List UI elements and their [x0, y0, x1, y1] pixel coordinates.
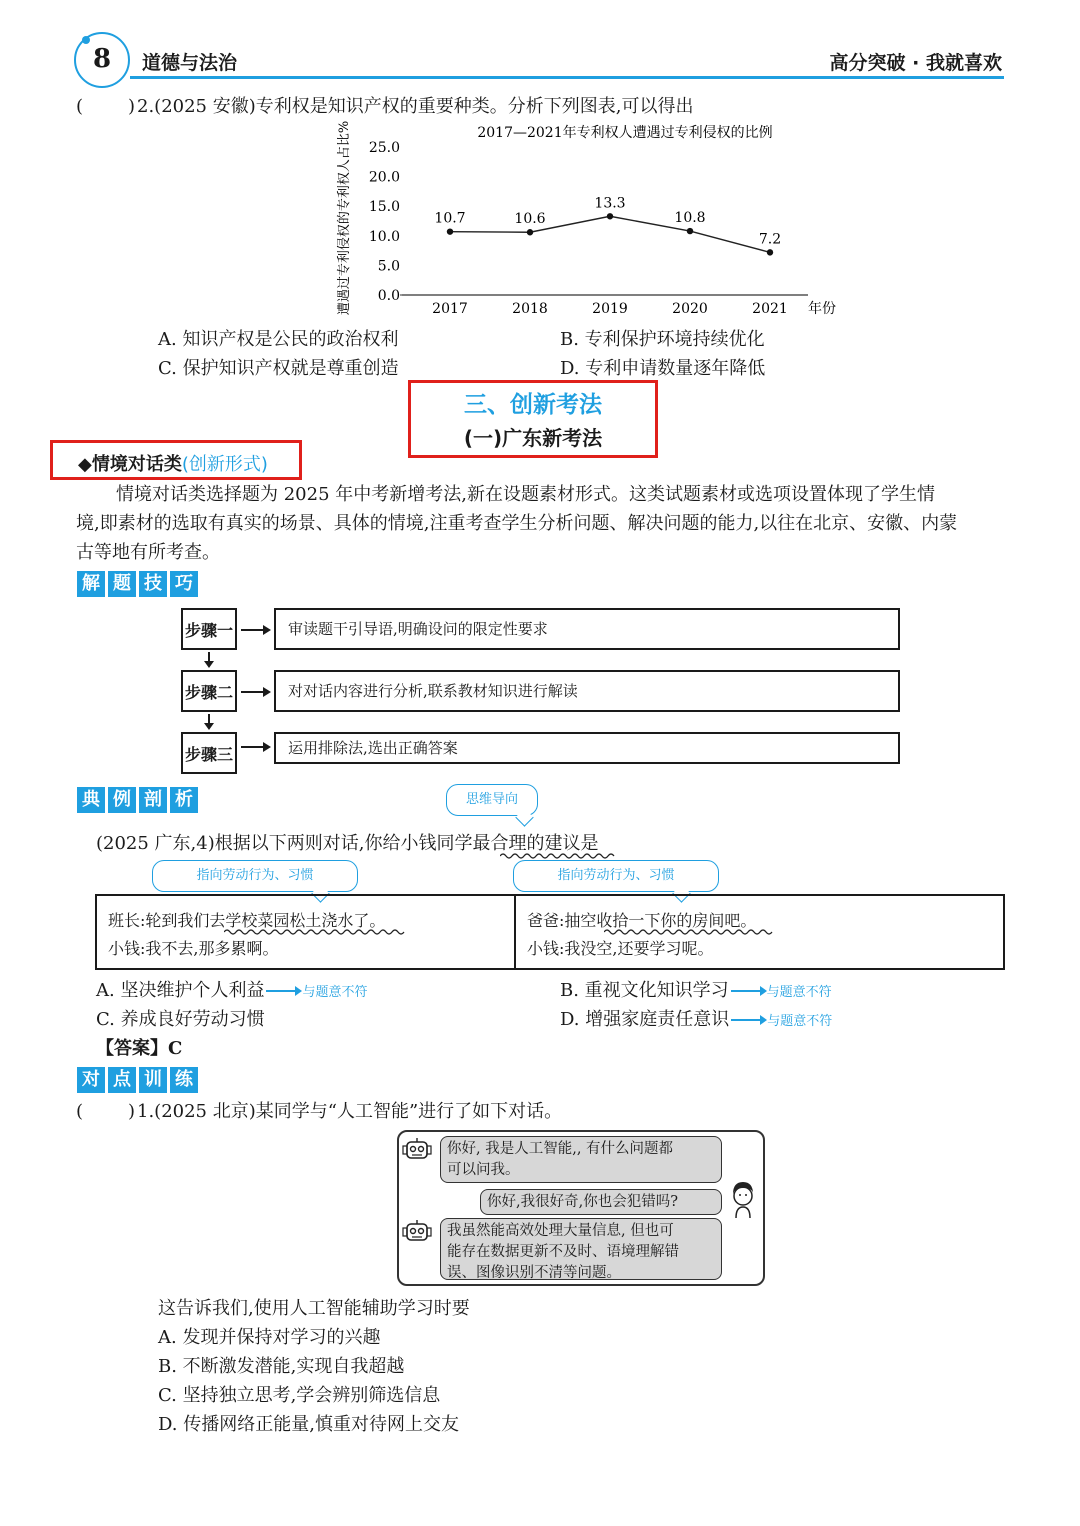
intro-line-3: 古等地有所考查。: [76, 542, 220, 563]
dialogue-divider: [514, 894, 516, 970]
banner-example-char: 析: [170, 787, 198, 813]
ai-bubble-2-line-2: 能存在数据更新不及时、语境理解错: [447, 1244, 679, 1260]
chart-x-tick-label: 2021: [752, 301, 788, 317]
q2-paren-close: ): [128, 96, 136, 117]
header-slogan: 高分突破 · 我就喜欢: [829, 52, 1002, 74]
intro-line-1: 情境对话类选择题为 2025 年中考新增考法,新在设题素材形式。这类试题素材或选项设置体现了学生情: [116, 484, 935, 505]
chart-data-label: 10.7: [434, 210, 466, 227]
ai-bubble-1-line-2: 可以问我。: [447, 1162, 520, 1178]
dialogue-right-line-2: 小钱:我没空,还要学习呢。: [527, 939, 714, 958]
banner-tips-char: 解: [77, 571, 105, 597]
step-1-text: 审读题干引导语,明确设问的限定性要求: [274, 608, 900, 650]
step-2-arrow: [241, 691, 269, 693]
banner-example-char: 例: [108, 787, 136, 813]
banner-example-char: 典: [77, 787, 105, 813]
header-rule: [130, 76, 1004, 79]
ai-bubble-2-line-3: 误、图像识别不清等问题。: [447, 1265, 621, 1281]
example-option-c[interactable]: C. 养成良好劳动习惯: [96, 1009, 265, 1030]
left-callout: 指向劳动行为、习惯: [152, 860, 358, 892]
q2-paren-open: (: [76, 96, 84, 117]
step-3-label: 步骤三: [181, 732, 237, 774]
intro-line-2: 境,即素材的选取有真实的场景、具体的情境,注重考查学生分析问题、解决问题的能力,以往在北京、安徽、内蒙: [76, 513, 958, 534]
thinking-callout: 思维导向: [446, 784, 538, 816]
example-option-d[interactable]: [560, 1005, 832, 1036]
example-answer: 【答案】C: [96, 1038, 183, 1059]
chart-x-tick-label: 2017: [432, 301, 468, 317]
step-1-down-arrow: [208, 652, 210, 666]
step-3-text: 运用排除法,选出正确答案: [274, 732, 900, 764]
q1-prompt: 这告诉我们,使用人工智能辅助学习时要: [158, 1298, 470, 1319]
step-1-label: 步骤一: [181, 608, 237, 650]
chart-title: 2017—2021年专利权人遭遇过专利侵权的比例: [477, 125, 773, 141]
chart-data-label: 7.2: [758, 231, 782, 248]
ai-bubble-2: [440, 1218, 722, 1280]
step-3-arrow: [241, 746, 269, 748]
example-stem-text: (2025 广东,4)根据以下两则对话,你给小钱同学最合理的建议是: [96, 833, 599, 854]
banner-tips-char: 技: [139, 571, 167, 597]
q1-paren-close: ): [128, 1101, 136, 1122]
robot-icon: [401, 1136, 433, 1166]
left-wavy-underline: [224, 928, 410, 936]
ai-bubble-1-line-1: 你好, 我是人工智能,, 有什么问题都: [447, 1141, 674, 1157]
chart-x-tick-label: 2020: [672, 301, 708, 317]
banner-tips: [77, 571, 198, 597]
step-2-down-arrow: [208, 714, 210, 728]
ai-bubble-1: [440, 1136, 722, 1183]
q2-option-b[interactable]: B. 专利保护环境持续优化: [560, 329, 765, 350]
example-option-b[interactable]: [560, 976, 832, 1007]
step-2-text: 对对话内容进行分析,联系教材知识进行解读: [274, 670, 900, 712]
chart-data-label: 13.3: [594, 195, 626, 212]
banner-practice: [77, 1067, 198, 1093]
example-option-a-text: A. 坚决维护个人利益: [96, 980, 265, 1001]
chart-data-label: 10.6: [514, 211, 546, 228]
arrow-icon: [731, 990, 765, 992]
banner-tips-char: 题: [108, 571, 136, 597]
option-a-note: 与题意不符: [302, 985, 368, 1000]
section-subtitle: (一)广东新考法: [463, 426, 603, 450]
banner-example: [77, 787, 198, 813]
arrow-icon: [731, 1019, 765, 1021]
ai-bubble-2-line-1: 我虽然能高效处理大量信息, 但也可: [447, 1223, 674, 1239]
chart-data-point: [607, 213, 613, 219]
chart-series-line: [450, 216, 770, 252]
chart-y-tick-label: 10.0: [368, 228, 400, 245]
q1-option-a[interactable]: A. 发现并保持对学习的兴趣: [158, 1327, 381, 1348]
dialogue-left-line-2: 小钱:我不去,那多累啊。: [108, 939, 279, 958]
q1-stem: 1.(2025 北京)某同学与“人工智能”进行了如下对话。: [137, 1101, 563, 1122]
right-wavy-underline: [604, 928, 774, 936]
q2-option-c[interactable]: C. 保护知识产权就是尊重创造: [158, 358, 399, 379]
step-1-arrow: [241, 629, 269, 631]
chart-y-tick-label: 0.0: [377, 288, 400, 304]
example-option-b-text: B. 重视文化知识学习: [560, 980, 729, 1001]
q1-option-d[interactable]: D. 传播网络正能量,慎重对待网上交友: [158, 1414, 459, 1435]
chart-data-point: [687, 228, 693, 234]
option-d-note: 与题意不符: [767, 1014, 833, 1029]
q1-option-b[interactable]: B. 不断激发潜能,实现自我超越: [158, 1356, 405, 1377]
chart-data-point: [447, 228, 453, 234]
stem-wavy-underline: [500, 852, 618, 860]
chart-x-tick-label: 2019: [592, 301, 628, 317]
dialogue-right-line-1: 爸爸:抽空收拾一下你的房间吧。: [527, 911, 757, 930]
arrow-icon: [266, 990, 300, 992]
banner-practice-char: 训: [139, 1067, 167, 1093]
section-title: 三、创新考法: [464, 392, 602, 418]
chart-data-label: 10.8: [674, 210, 706, 227]
banner-practice-char: 练: [170, 1067, 198, 1093]
q1-option-c[interactable]: C. 坚持独立思考,学会辨别筛选信息: [158, 1385, 441, 1406]
chart-x-axis-unit: 年份: [808, 301, 836, 317]
chart-y-tick-label: 15.0: [368, 199, 400, 216]
chart-data-point: [767, 249, 773, 255]
q2-option-d[interactable]: D. 专利申请数量逐年降低: [560, 358, 766, 379]
category-note: (创新形式): [181, 454, 268, 475]
page-number-dot: [82, 36, 90, 44]
example-option-a[interactable]: [96, 976, 367, 1007]
header-subject: 道德与法治: [142, 52, 238, 74]
category-label: [78, 450, 268, 476]
step-2-label: 步骤二: [181, 670, 237, 712]
chart-data-point: [527, 229, 533, 235]
chart-y-tick-label: 25.0: [368, 140, 400, 156]
chart-y-axis-label: 遭遇过专利侵权的专利权人占比%: [337, 120, 352, 316]
banner-example-char: 剖: [139, 787, 167, 813]
robot-icon: [401, 1218, 433, 1248]
banner-practice-char: 对: [77, 1067, 105, 1093]
student-avatar-icon: [726, 1180, 760, 1220]
banner-tips-char: 巧: [170, 571, 198, 597]
right-callout: 指向劳动行为、习惯: [513, 860, 719, 892]
dialogue-left-line-1: 班长:轮到我们去学校菜园松土浇水了。: [108, 911, 386, 930]
q2-option-a[interactable]: A. 知识产权是公民的政治权利: [158, 329, 399, 350]
example-option-d-text: D. 增强家庭责任意识: [560, 1009, 730, 1030]
q1-paren-open: (: [76, 1101, 84, 1122]
chart-y-tick-label: 5.0: [377, 258, 400, 275]
chart-x-tick-label: 2018: [512, 301, 548, 317]
chart-y-tick-label: 20.0: [368, 169, 400, 186]
user-bubble: 你好,我很好奇,你也会犯错吗?: [480, 1189, 722, 1215]
patent-line-chart: [330, 118, 850, 328]
q2-stem: 2.(2025 安徽)专利权是知识产权的重要种类。分析下列图表,可以得出: [137, 96, 694, 117]
category-name: ◆情境对话类: [78, 454, 182, 475]
option-b-note: 与题意不符: [766, 985, 832, 1000]
banner-practice-char: 点: [108, 1067, 136, 1093]
page-number: 8: [92, 44, 112, 74]
